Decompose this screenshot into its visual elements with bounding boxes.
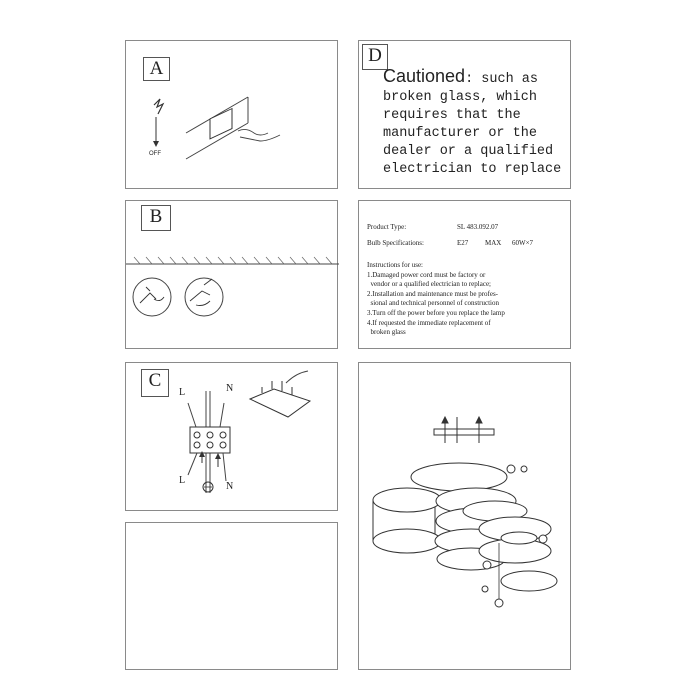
bulb-max: MAX <box>485 239 502 247</box>
instruction-line: 2.Installation and maintenance must be profes- <box>367 289 499 298</box>
live-wire-bottom <box>188 453 197 475</box>
lamp-assembly-illustration <box>359 363 572 671</box>
power-off-illustration <box>126 41 339 190</box>
instruction-line: broken glass <box>367 328 406 337</box>
instructions-heading: Instructions for use: <box>367 261 423 269</box>
mounting-bar <box>434 429 494 435</box>
arrow-up-icon <box>215 453 221 459</box>
instruction-line: vendor or a qualified electrician to replace; <box>367 280 491 289</box>
connector-block-icon <box>250 389 310 417</box>
arrow-up-icon <box>442 417 448 423</box>
instruction-line: sional and technical personnel of construction <box>367 299 499 308</box>
panel-d-label: D <box>362 44 388 70</box>
detail-circle-right <box>185 278 223 316</box>
instruction-line: 3.Turn off the power before you replace the lamp <box>367 308 505 317</box>
hand-icon <box>238 129 280 141</box>
wire-l-bottom-label: L <box>179 475 186 486</box>
panel-a <box>125 40 338 189</box>
panel-spec <box>358 200 571 349</box>
panel-b <box>125 200 338 349</box>
canopy <box>411 463 507 491</box>
product-type-value: SL 483.092.07 <box>457 223 499 231</box>
instruction-line: 1.Damaged power cord must be factory or <box>367 270 486 279</box>
bulb-watt: 60W×7 <box>512 239 534 247</box>
detail-circle-left <box>133 278 171 316</box>
instruction-line: 4.If requested the immediate replacement of <box>367 318 491 327</box>
wire-n-top-label: N <box>226 383 234 394</box>
arrow-up-icon <box>476 417 482 423</box>
ceiling-drill-illustration <box>126 201 339 350</box>
spec-block <box>367 223 572 338</box>
caution-body: : such as broken glass, which requires that the manufacturer or the dealer or a qualified electrician to replace <box>383 72 562 177</box>
off-label: OFF <box>149 151 161 157</box>
panel-c-label: C <box>141 369 169 397</box>
screw-icon <box>495 599 503 607</box>
panel-c <box>125 362 338 511</box>
panel-blank <box>125 522 338 670</box>
panel-b-label: B <box>141 205 171 231</box>
wire-l-top-label: L <box>179 387 186 398</box>
bulb-spec-label: Bulb Specifications: <box>367 239 424 247</box>
live-wire-top <box>188 403 196 427</box>
panel-d <box>358 40 571 189</box>
arrow-down-icon <box>153 141 159 147</box>
neutral-wire-bottom <box>223 453 226 481</box>
bulb-socket: E27 <box>457 239 469 247</box>
caution-heading: Cautioned <box>383 66 466 86</box>
panel-assembly <box>358 362 571 670</box>
ceiling-hatch <box>134 257 332 264</box>
terminal-block <box>190 427 230 453</box>
panel-a-label: A <box>143 57 170 81</box>
bulb-socket-icon <box>501 532 537 544</box>
product-type-label: Product Type: <box>367 223 407 231</box>
glass-disk <box>501 571 557 591</box>
lightning-icon <box>154 99 163 114</box>
caution-text <box>383 67 583 179</box>
screw-icon <box>507 465 515 473</box>
neutral-wire-top <box>220 403 224 427</box>
wire-n-bottom-label: N <box>226 481 234 492</box>
